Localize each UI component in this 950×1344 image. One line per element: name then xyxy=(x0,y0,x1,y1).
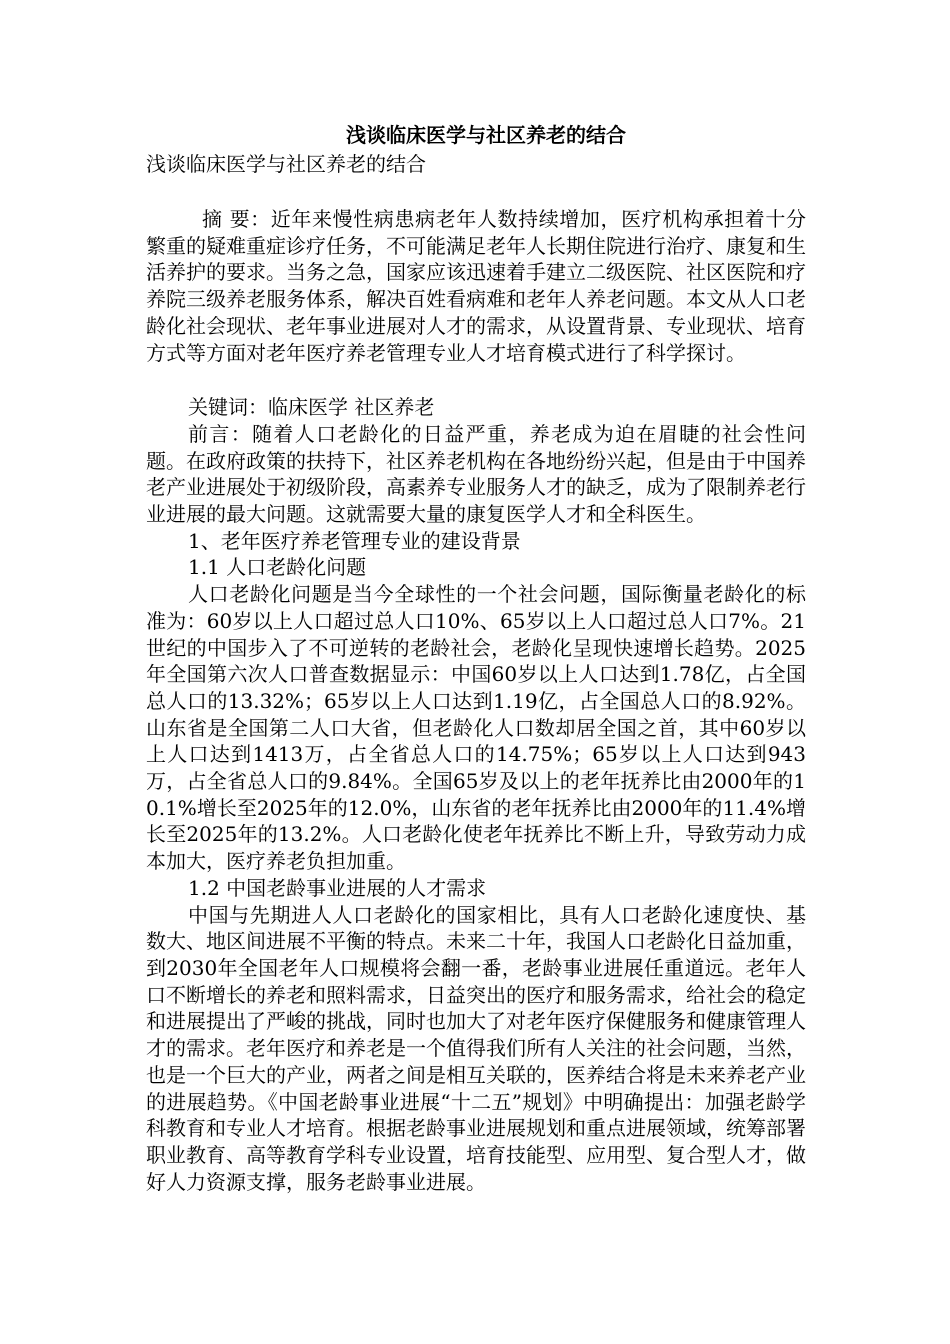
section-1-1-heading: 1.1 人口老龄化问题 xyxy=(188,555,367,580)
document-page xyxy=(146,120,806,1195)
keywords-line: 关键词：临床医学 社区养老 xyxy=(188,395,435,420)
preface-paragraph: 前言：随着人口老龄化的日益严重，养老成为迫在眉睫的社会性问题。在政府政策的扶持下，社区养老机构在各地纷纷兴起，但是由于中国养老产业进展处于初级阶段，高素养专业服务人才的缺乏，成为了限制养老行业进展的最大问题。这就需要大量的康复医学人才和全科医生。 xyxy=(146,421,806,527)
section-1-2-paragraph: 中国与先期进人人口老龄化的国家相比，具有人口老龄化速度快、基数大、地区间进展不平衡的特点。未来二十年，我国人口老龄化日益加重，到2030年全国老年人口规模将会翻一番，老龄事业进展任重道远。老年人口不断增长的养老和照料需求，日益突出的医疗和服务需求，给社会的稳定和进展提出了严峻的挑战，同时也加大了对老年医疗保健服务和健康管理人才的需求。老年医疗和养老是一个值得我们所有人关注的社会问题，当然，也是一个巨大的产业，两者之间是相互关联的，医养结合将是未来养老产业的进展趋势。《中国老龄事业进展“十二五”规划》中明确提出：加强老龄学科教育和专业人才培育。根据老龄事业进展规划和重点进展领域，统筹部署职业教育、高等教育学科专业设置，培育技能型、应用型、复合型人才，做好人力资源支撑，服务老龄事业进展。 xyxy=(146,902,806,1194)
section-1-heading: 1、老年医疗养老管理专业的建设背景 xyxy=(188,528,521,553)
document-subtitle: 浅谈临床医学与社区养老的结合 xyxy=(146,152,426,176)
section-1-1-paragraph: 人口老龄化问题是当今全球性的一个社会问题，国际衡量老龄化的标准为：60岁以上人口超过总人口10%、65岁以上人口超过总人口7%。21世纪的中国步入了不可逆转的老龄社会，老龄化呈现快速增长趋势。2025年全国第六次人口普查数据显示：中国60岁以上人口达到1.78亿，占全国总人口的13.32%；65岁以上人口达到1.19亿，占全国总人口的8.92%。山东省是全国第二人口大省，但老龄化人口数却居全国之首，其中60岁以上人口达到1413万，占全省总人口的14.75%；65岁以上人口达到943万，占全省总人口的9.84%。全国65岁及以上的老年抚养比由2000年的10.1%增长至2025年的12.0%，山东省的老年抚养比由2000年的11.4%增长至2025年的13.2%。人口老龄化使老年抚养比不断上升，导致劳动力成本加大，医疗养老负担加重。 xyxy=(146,582,806,874)
blank-line xyxy=(146,178,806,206)
section-1-2-heading: 1.2 中国老龄事业进展的人才需求 xyxy=(188,875,487,900)
abstract-paragraph: 摘 要：近年来慢性病患病老年人数持续增加，医疗机构承担着十分繁重的疑难重症诊疗任务，不可能满足老年人长期住院进行治疗、康复和生活养护的要求。当务之急，国家应该迅速着手建立二级医院、社区医院和疗养院三级养老服务体系，解决百姓看病难和老年人养老问题。本文从人口老龄化社会现状、老年事业进展对人才的需求，从设置背景、专业现状、培育方式等方面对老年医疗养老管理专业人才培育模式进行了科学探讨。 xyxy=(146,207,806,365)
document-title: 浅谈临床医学与社区养老的结合 xyxy=(346,123,626,147)
blank-line xyxy=(146,366,806,394)
